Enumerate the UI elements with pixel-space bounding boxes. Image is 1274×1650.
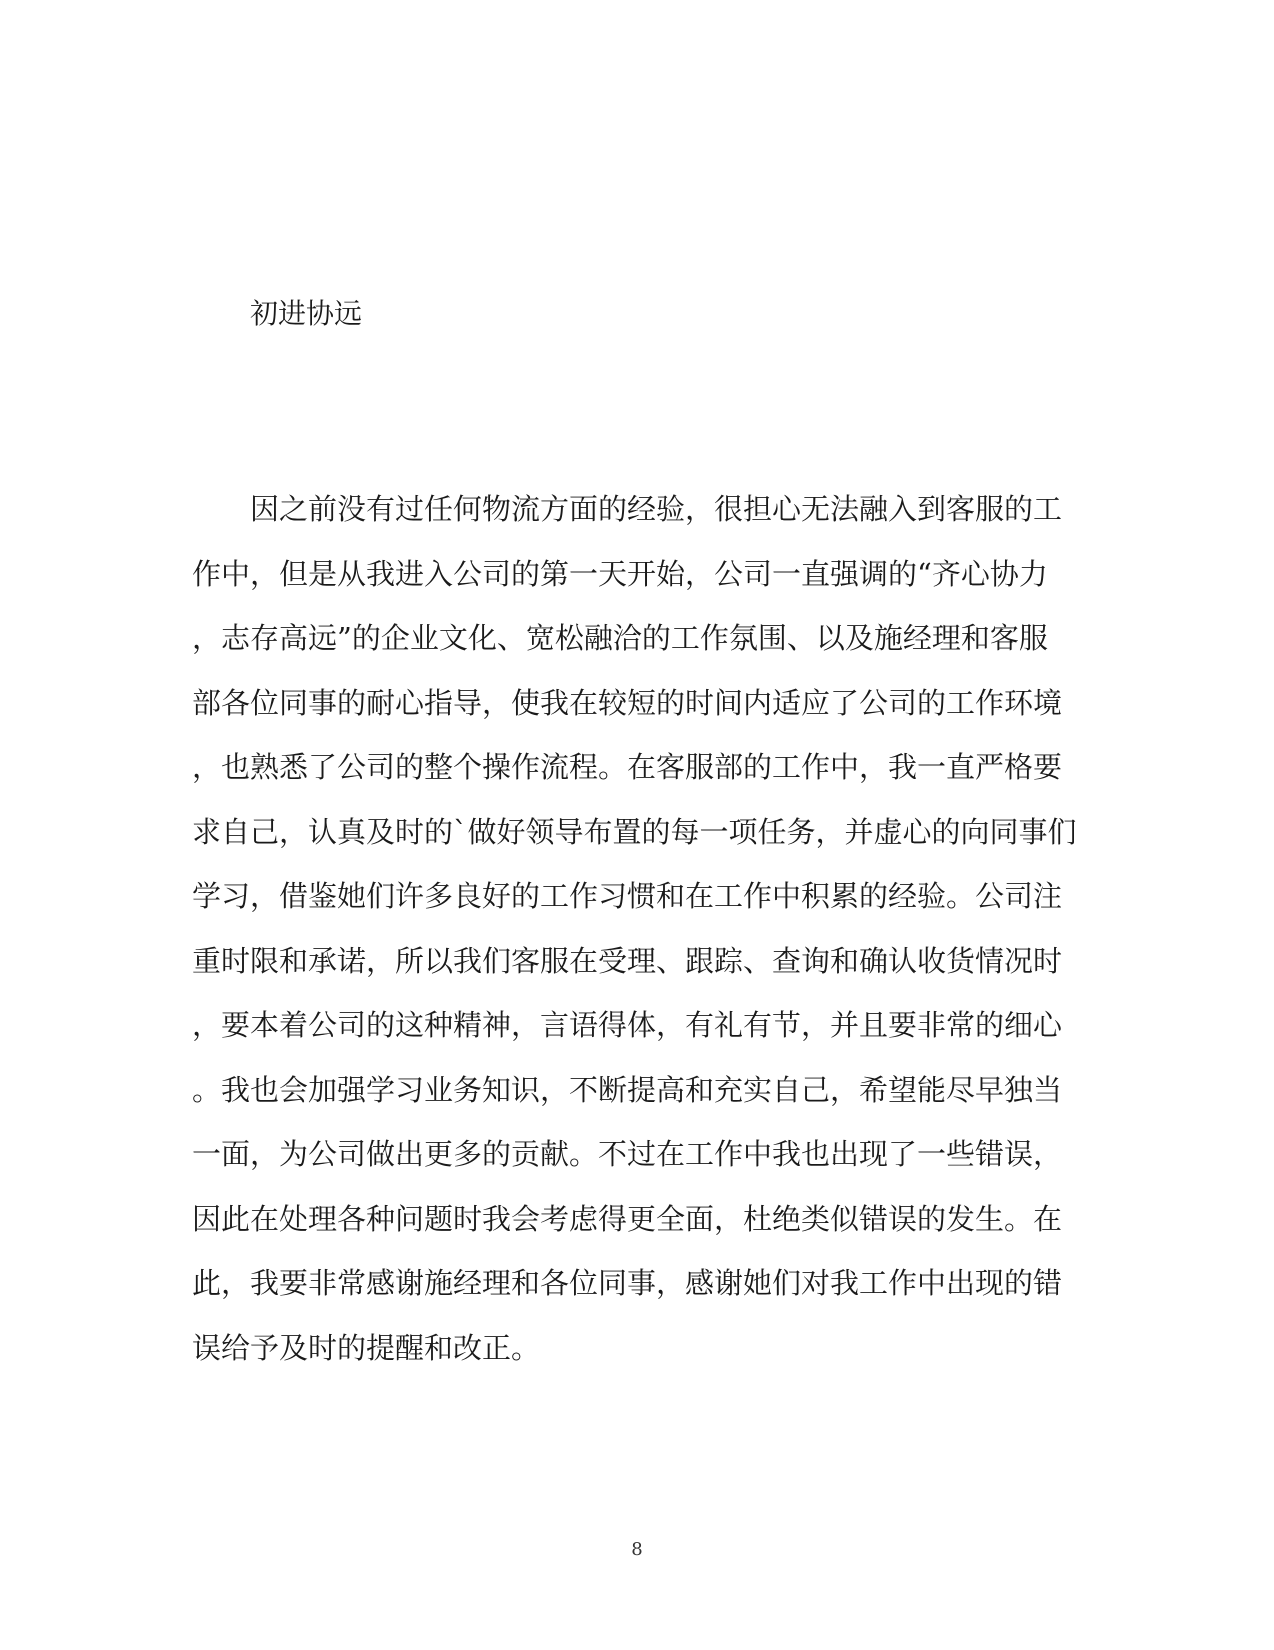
body-paragraph	[192, 489, 1092, 1392]
section-heading: 初进协远	[250, 297, 363, 330]
paragraph-line: 重时限和承诺，所以我们客服在受理、跟踪、查询和确认收货情况时	[192, 943, 1063, 978]
paragraph-line: 学习，借鉴她们许多良好的工作习惯和在工作中积累的经验。公司注	[192, 879, 1063, 913]
paragraph-line: 一面，为公司做出更多的贡献。不过在工作中我也出现了一些错误，	[192, 1137, 1063, 1171]
paragraph-line: 误给予及时的提醒和改正。	[192, 1330, 541, 1365]
paragraph-line: 求自己，认真及时的`做好领导布置的每一项任务，并虚心的向同事们	[192, 814, 1077, 849]
paragraph-line: 作中，但是从我进入公司的第一天开始，公司一直强调的“齐心协力	[192, 556, 1048, 591]
paragraph-line: 因之前没有过任何物流方面的经验，很担心无法融入到客服的工	[192, 492, 1063, 526]
paragraph-line: 因此在处理各种问题时我会考虑得更全面，杜绝类似错误的发生。在	[192, 1201, 1063, 1236]
paragraph-line: ，志存高远”的企业文化、宽松融洽的工作氛围、以及施经理和客服	[192, 621, 1048, 655]
paragraph-line: ，也熟悉了公司的整个操作流程。在客服部的工作中，我一直严格要	[192, 750, 1063, 784]
paragraph-line: ，要本着公司的这种精神，言语得体，有礼有节，并且要非常的细心	[192, 1008, 1063, 1042]
paragraph-line: 。我也会加强学习业务知识，不断提高和充实自己，希望能尽早独当	[192, 1072, 1063, 1107]
paragraph-line: 部各位同事的耐心指导，使我在较短的时间内适应了公司的工作环境	[192, 685, 1063, 720]
page-number: 8	[631, 1539, 643, 1560]
paragraph-line: 此，我要非常感谢施经理和各位同事，感谢她们对我工作中出现的错	[192, 1266, 1063, 1300]
